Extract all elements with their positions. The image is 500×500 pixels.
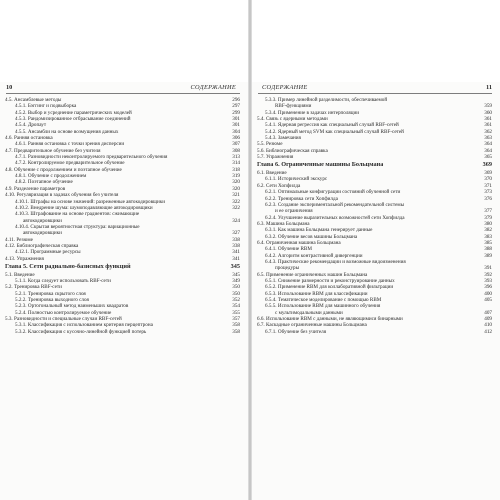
toc-entry-title: 4.10.1. Штрафы на основе значений: разреженные автокодировщики [15, 198, 166, 205]
toc-entry-title: 6.4.3. Практические рекомендации и возможные видоизменения [265, 258, 406, 265]
toc-entry-title: 5.2.1. Тренировка скрытого слоя [15, 290, 86, 297]
toc-entry-page: 301 [232, 122, 240, 129]
running-title: СОДЕРЖАНИЕ [262, 84, 308, 91]
toc-entry-title: 4.7.1. Разновидности неконтролируемого предварительного обучения [15, 154, 168, 161]
toc-entry-page: 377 [484, 208, 492, 215]
header-rule [258, 93, 492, 94]
toc-entry-title: 4.7. Предварительное обучение без учителя [5, 147, 101, 154]
toc-entry-title: 6.7. Каскадные ограниченные машины Больцмана [257, 322, 367, 329]
toc-entry-title: 5.4.1. Ядерная регрессия как специальный случай RBF-сетей [265, 122, 399, 129]
toc-entry-page: 313 [232, 154, 240, 161]
toc-entry-page: 307 [232, 141, 240, 148]
toc-entry-page: 306 [232, 135, 240, 142]
toc-entry-page: 361 [484, 116, 492, 123]
toc-entry-title: RBF-функциями [275, 103, 312, 110]
toc-entry-page: 324 [232, 217, 240, 224]
toc-entry-title: 6.1.1. Исторический экскурс [265, 176, 328, 183]
toc-entry-title: 6.2.2. Тренировка сети Хопфилда [265, 195, 338, 202]
toc-entry-page: 388 [484, 246, 492, 253]
toc-entry-title: 4.8.2. Поэтапное обучение [15, 179, 73, 186]
toc-entry-title: автокодировщики [23, 217, 62, 224]
toc-entry-page: 409 [484, 316, 492, 323]
toc-entry-page: 392 [484, 271, 492, 278]
toc-entry-page: 299 [232, 109, 240, 116]
toc-entry-title: 5.2.2. Тренировка выходного слоя [15, 297, 89, 303]
toc-entry-title: 5.4. Связь с ядерными методами [257, 116, 328, 123]
toc-entry-title: 5.5. Резюме [257, 141, 283, 148]
toc-entry-page: 327 [232, 230, 240, 237]
toc-entry-title: процедуры [275, 265, 300, 272]
toc-entry-title: 5.6. Библиографическая справка [257, 147, 328, 154]
toc-entry-page: 341 [232, 255, 240, 262]
toc-entry-page: 341 [232, 249, 240, 256]
toc-entry-page: 318 [232, 166, 240, 173]
toc-entry-page: 400 [484, 290, 492, 297]
toc-entry-page: 407 [484, 309, 492, 316]
toc-entry-page: 396 [484, 284, 492, 291]
toc-entry-title: 4.5.3. Рандомизированное отбрасывание соединений [15, 116, 131, 123]
toc-entry-page: 371 [484, 182, 492, 189]
toc-entry-title: 4.9. Разделение параметров [5, 185, 66, 192]
toc-entry-page: 405 [484, 297, 492, 303]
toc-entry-page: 380 [484, 220, 492, 227]
toc-entry-page: 349 [232, 277, 240, 284]
toc-entry-page: 301 [232, 116, 240, 123]
toc-entry-page: 357 [232, 316, 240, 323]
toc-entry-title: 5.3. Разновидности и специальные случаи RBF-сетей [5, 316, 122, 323]
toc-entry-page: 389 [484, 252, 492, 259]
toc-entry-title: 4.6.1. Ранняя остановка с точки зрения дисперсии [15, 141, 125, 148]
toc-entry-page: 345 [230, 262, 240, 270]
toc-entry-page: 391 [484, 265, 492, 272]
toc-entry-title: 5.4.3. Замечания [265, 135, 301, 142]
toc-entry-page: 383 [484, 233, 492, 240]
toc-entry-title: 6.7.1. Обучение без учителя [265, 328, 327, 335]
toc-entry-page: 304 [232, 128, 240, 135]
toc-entry-title: 4.10.4. Скрытая вероятностная структура: вариационные [15, 223, 140, 230]
toc-entry-title: 6.4.2. Алгоритм контрастивной дивергенции [265, 252, 363, 259]
toc-entry-title: автокодировщики [23, 230, 62, 237]
toc-entry-page: 373 [484, 189, 492, 196]
toc-entry-title: 5.2.4. Полностью контролируемое обучение [15, 309, 112, 316]
toc-entry-page: 359 [484, 103, 492, 110]
toc-entry-page: 364 [484, 147, 492, 154]
toc-entry-title: 6.5.5. Использование RBM для машинного обучения [265, 303, 381, 310]
toc-entry-page: 376 [484, 195, 492, 202]
toc-entry-title: 5.3.4. Применение в задачах интерполяции [265, 109, 359, 116]
toc-entry-title: 6.2.1. Оптимальные конфигурации состояний обученной сети [265, 189, 401, 196]
toc-entry-title: 6.3.2. Обучение весов машины Больцмана [265, 233, 358, 240]
toc-entry-title: 4.8. Обучение с продолжением и поэтапное обучение [5, 166, 122, 173]
toc-entry-page: 361 [484, 122, 492, 129]
toc-entry-page: 410 [484, 322, 492, 329]
toc-entry-title: 4.7.2. Контролируемое предварительное обучение [15, 160, 125, 167]
toc-entry-title: и ее ограничения [275, 208, 313, 215]
right-page [252, 0, 500, 500]
toc-entry-title: 6.3.1. Как машина Больцмана генерирует данные [265, 227, 373, 234]
toc-entry-title: 5.3.3. Пример линейной разделимости, обеспечиваемой [265, 97, 388, 103]
toc-entry-page: 358 [232, 328, 240, 335]
toc-entry-page: 365 [484, 154, 492, 161]
toc-entry-title: 4.12.1. Программные ресурсы [15, 249, 81, 256]
chapter-heading [5, 262, 240, 272]
toc-entry-page: 322 [232, 198, 240, 205]
page-number: 11 [486, 84, 492, 91]
toc-entry-title: 6.2. Сети Хопфилда [257, 182, 301, 189]
toc-entry-title: 4.10.2. Внедрение шума: шумоподавляющие автокодировщики [15, 204, 153, 211]
toc-entry-title: 5.7. Упражнения [257, 154, 294, 161]
toc-entry-page: 382 [484, 227, 492, 234]
toc-entry-page: 345 [232, 271, 240, 278]
toc-entry-page: 354 [232, 303, 240, 310]
toc-entry-title: 4.5.4. Дропаут [15, 122, 47, 129]
toc-entry-title: 4.10. Регуляризация в задачах обучения без учителя [5, 192, 119, 199]
toc-entry-title: 6.5. Применение ограниченных машин Больцмана [257, 271, 368, 278]
toc-entry-title: 5.2.3. Ортогональный метод наименьших квадратов [15, 303, 129, 310]
toc-entry-title: 5.1.1. Когда следует использовать RBF-сети [15, 277, 111, 284]
toc-entry-title: 4.5.2. Выбор и усреднение параметрических моделей [15, 109, 132, 116]
toc-entry-title: 4.6. Ранняя остановка [5, 135, 53, 142]
page-number: 10 [6, 84, 13, 91]
toc-entry-page: 320 [232, 185, 240, 192]
toc-entry-title: 4.10.3. Штрафование на основе градиентов: сжимающие [15, 211, 140, 218]
toc-entry-title: Глава 5. Сети радиально-базисных функций [5, 262, 131, 270]
toc-entry-title: 6.3. Машина Больцмана [257, 220, 310, 227]
toc-entry-title: 6.5.3. Использование RBM для классификации [265, 290, 368, 297]
toc-entry-page: 364 [484, 141, 492, 148]
toc-entry-title: 4.8.1. Обучение с продолжением [15, 173, 87, 180]
toc-entry-title: Глава 6. Ограниченные машины Больцмана [257, 161, 384, 169]
toc-entry-page: 352 [232, 297, 240, 303]
toc-entry-title: 5.4.2. Ядерный метод SVM как специальный случай RBF-сетей [265, 128, 404, 135]
toc-entry-page: 314 [232, 160, 240, 167]
toc-entry-title: 4.13. Упражнения [5, 255, 44, 262]
header-rule [6, 93, 240, 94]
toc-entry-title: 4.5. Ансамблевые методы [5, 97, 62, 103]
toc-entry-page: 350 [232, 290, 240, 297]
toc-entry-page: 412 [484, 328, 492, 335]
toc-entry-page: 296 [232, 97, 240, 103]
toc-entry-page: 338 [232, 236, 240, 243]
toc-entry-title: 6.5.2. Применение RBM для коллаборативной фильтрации [265, 284, 394, 291]
toc-entry [5, 329, 240, 335]
toc-entry-title: 4.11. Резюме [5, 236, 33, 243]
toc-entry-title: 6.4.1. Обучение RBM [265, 246, 312, 253]
toc-entry-page: 393 [484, 277, 492, 284]
toc-entry-page: 369 [484, 170, 492, 177]
toc-entry-page: 322 [232, 204, 240, 211]
toc-entry-page: 369 [482, 161, 492, 169]
toc-entry-page: 385 [484, 239, 492, 246]
toc-entry-page: 370 [484, 176, 492, 183]
toc-entry-page: 355 [232, 309, 240, 316]
toc-entry-page: 338 [232, 242, 240, 249]
toc-list [257, 97, 492, 335]
left-page [0, 0, 248, 500]
toc-entry-title: 6.5.1. Снижение размерности и реконструирование данных [265, 277, 395, 284]
toc-entry-page: 319 [232, 173, 240, 180]
toc-entry-page: 379 [484, 214, 492, 221]
top-margin [252, 0, 500, 82]
toc-entry-title: 4.5.1. Бэггинг и подвыборка [15, 103, 77, 110]
toc-entry-title: 5.2. Тренировка RBF-сети [5, 284, 62, 291]
toc-entry-page: 297 [232, 103, 240, 110]
toc-entry-page: 350 [232, 284, 240, 291]
toc-list [5, 97, 240, 335]
toc-entry-title: 4.12. Библиографическая справка [5, 242, 79, 249]
toc-entry-page: 358 [232, 322, 240, 329]
toc-entry-page: 308 [232, 147, 240, 154]
toc-entry-title: 6.2.3. Создание экспериментальной рекомендательной системы [265, 201, 405, 208]
toc-entry-page: 320 [232, 179, 240, 186]
toc-entry-title: 5.3.2. Классификация с кусочно-линейной функцией потерь [15, 328, 147, 335]
toc-entry-title: 6.4. Ограниченная машина Больцмана [257, 239, 341, 246]
toc-entry-page: 321 [232, 192, 240, 199]
toc-entry-title: 6.6. Использование RBM с данными, не являющимися бинарными [257, 316, 403, 323]
chapter-heading [257, 160, 492, 170]
toc-entry-title: 6.1. Введение [257, 170, 287, 177]
top-margin [0, 0, 248, 82]
toc-entry-page: 363 [484, 135, 492, 142]
toc-entry-title: 6.5.4. Тематическое моделирование с помощью RBM [265, 297, 382, 303]
toc-entry-page: 360 [484, 109, 492, 116]
toc-entry-title: 5.1. Введение [5, 271, 35, 278]
toc-entry-title: с мультимодальными данными [275, 309, 343, 316]
toc-entry-title: 6.2.4. Улучшение выразительных возможностей сети Хопфилда [265, 214, 405, 221]
toc-entry-title: 4.5.5. Ансамбли на основе возмущения данных [15, 128, 119, 135]
toc-entry-title: 5.3.1. Классификация с использованием критерия перцептрона [15, 322, 153, 329]
toc-entry [257, 329, 492, 335]
toc-entry-page: 362 [484, 128, 492, 135]
running-title: СОДЕРЖАНИЕ [190, 84, 236, 91]
